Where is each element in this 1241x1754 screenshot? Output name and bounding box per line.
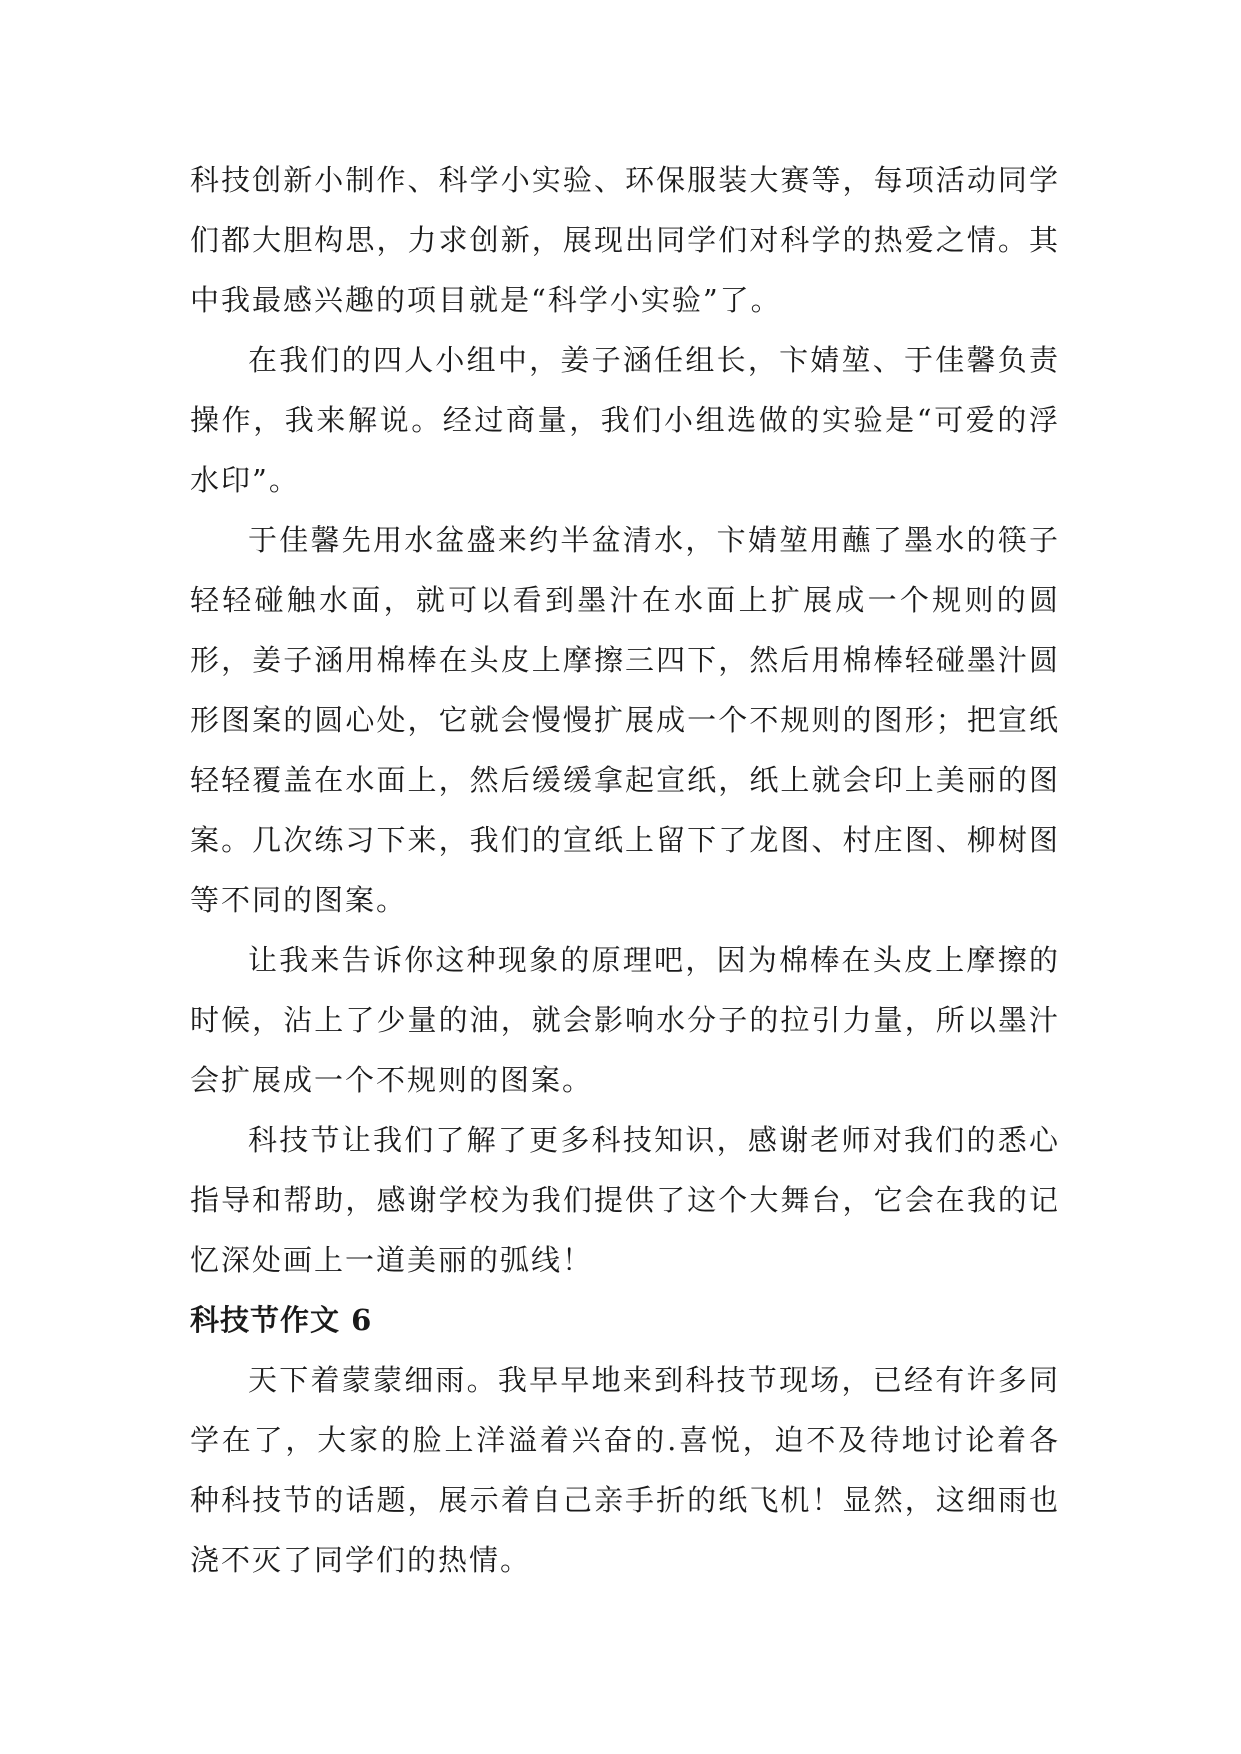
section-paragraph-1: 天下着蒙蒙细雨。我早早地来到科技节现场，已经有许多同学在了，大家的脸上洋溢着兴奋的.喜悦，迫不及待地讨论着各种科技节的话题，展示着自己亲手折的纸飞机！显然，这细雨也浇不灭了同学们的热情。 xyxy=(190,1363,1060,1577)
paragraph-5: 科技节让我们了解了更多科技知识，感谢老师对我们的悉心指导和帮助，感谢学校为我们提供了这个大舞台，它会在我的记忆深处画上一道美丽的弧线！ xyxy=(190,1123,1060,1277)
paragraph-2: 在我们的四人小组中，姜子涵任组长，卞婧堃、于佳馨负责操作，我来解说。经过商量，我们小组选做的实验是“可爱的浮水印”。 xyxy=(190,343,1060,497)
section-title: 科技节作文 6 xyxy=(190,1303,373,1337)
paragraph-1: 科技创新小制作、科学小实验、环保服装大赛等，每项活动同学们都大胆构思，力求创新，展现出同学们对科学的热爱之情。其中我最感兴趣的项目就是“科学小实验”了。 xyxy=(190,163,1060,317)
paragraph-3: 于佳馨先用水盆盛来约半盆清水，卞婧堃用蘸了墨水的筷子轻轻碰触水面，就可以看到墨汁在水面上扩展成一个规则的圆形，姜子涵用棉棒在头皮上摩擦三四下，然后用棉棒轻碰墨汁圆形图案的圆心处，它就会慢慢扩展成一个不规则的图形；把宣纸轻轻覆盖在水面上，然后缓缓拿起宣纸，纸上就会印上美丽的图案。几次练习下来，我们的宣纸上留下了龙图、村庄图、柳树图等不同的图案。 xyxy=(190,523,1060,917)
paragraph-4: 让我来告诉你这种现象的原理吧，因为棉棒在头皮上摩擦的时候，沾上了少量的油，就会影响水分子的拉引力量，所以墨汁会扩展成一个不规则的图案。 xyxy=(190,943,1060,1097)
document-page xyxy=(190,150,1060,1590)
